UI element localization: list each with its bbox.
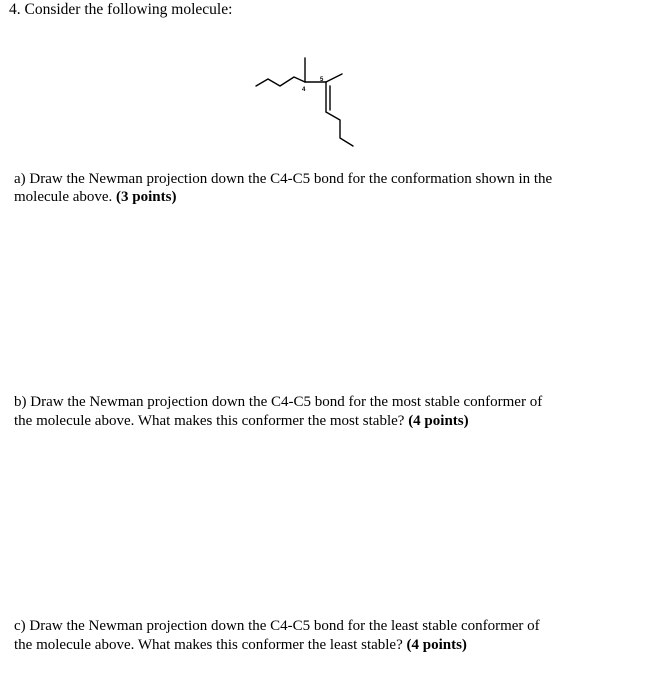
part-c-text: the molecule above. What makes this conformer the least stable? <box>14 637 407 653</box>
part-a-line1: a) Draw the Newman projection down the C4-C5 bond for the conformation shown in the <box>14 171 553 187</box>
molecule-skeletal-structure <box>250 50 360 150</box>
bond-chain-lower <box>326 112 353 146</box>
part-c-line1: c) Draw the Newman projection down the C4-C5 bond for the least stable conformer of <box>14 618 540 634</box>
part-a-text: molecule above. <box>14 189 117 205</box>
bond-c5-methyl <box>326 74 342 82</box>
part-b-line1: b) Draw the Newman projection down the C4-C5 bond for the most stable conformer of <box>14 394 543 410</box>
part-b-text: the molecule above. What makes this conformer the most stable? <box>14 413 409 429</box>
bond-chain-left <box>256 77 305 86</box>
part-c-points: (4 points) <box>406 637 467 653</box>
part-a-line2 <box>14 188 176 207</box>
part-c-line2 <box>14 636 467 655</box>
part-b-line2 <box>14 412 469 431</box>
question-title: 4. Consider the following molecule: <box>9 1 233 18</box>
part-b-points: (4 points) <box>408 413 469 429</box>
atom-label-5: 5 <box>320 77 324 83</box>
part-a-points: (3 points) <box>116 189 177 205</box>
atom-label-4: 4 <box>302 87 306 93</box>
